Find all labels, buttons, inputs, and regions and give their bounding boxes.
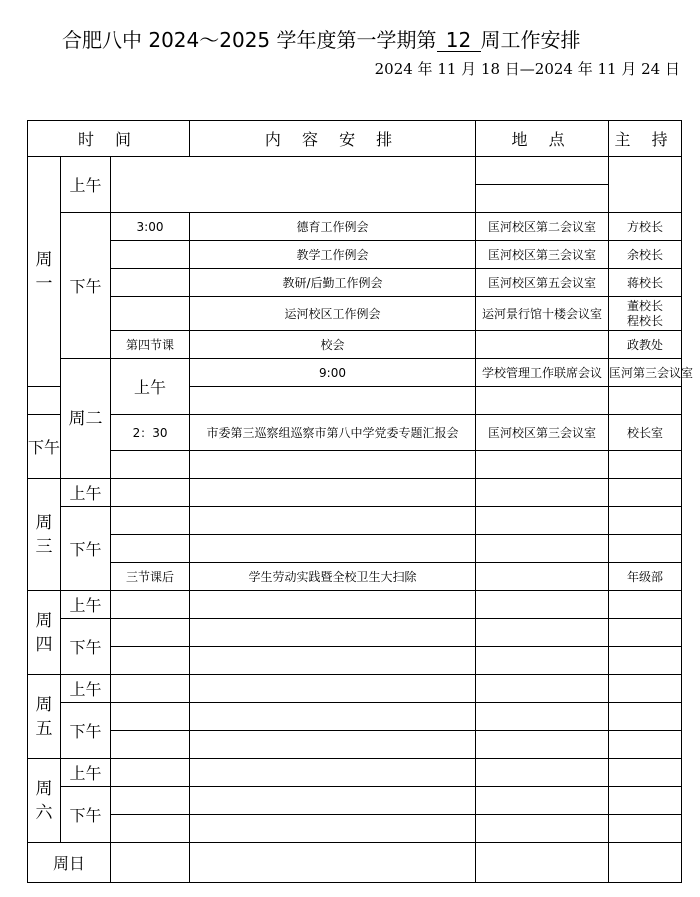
table-cell <box>609 815 682 843</box>
table-cell <box>111 507 190 535</box>
host-line: 董校长 <box>627 298 664 313</box>
day-label-wed: 周三 <box>28 479 61 591</box>
host-cell: 政教处 <box>609 331 682 359</box>
table-cell <box>609 619 682 647</box>
table-row <box>28 359 682 387</box>
table-row <box>28 213 682 241</box>
table-cell <box>609 703 682 731</box>
table-cell <box>190 479 476 507</box>
table-cell <box>476 647 609 675</box>
table-cell <box>190 387 476 415</box>
table-cell <box>609 507 682 535</box>
time-cell: 3:00 <box>111 213 190 241</box>
table-cell <box>609 787 682 815</box>
table-cell <box>609 479 682 507</box>
time-cell: 9:00 <box>190 359 476 387</box>
table-cell <box>190 619 476 647</box>
page-title <box>62 24 581 53</box>
table-cell <box>111 815 190 843</box>
table-row <box>28 675 682 703</box>
table-cell <box>111 759 190 787</box>
table-cell <box>476 703 609 731</box>
half-label-am: 上午 <box>61 759 111 787</box>
content-cell: 运河校区工作例会 <box>190 297 476 331</box>
host-cell: 年级部 <box>609 563 682 591</box>
table-cell <box>190 815 476 843</box>
title-prefix: 合肥八中 2024～2025 学年度第一学期第 <box>62 28 437 52</box>
table-cell <box>190 675 476 703</box>
table-cell <box>111 591 190 619</box>
table-cell <box>190 451 476 479</box>
schedule-table <box>27 120 694 883</box>
table-cell <box>111 843 190 883</box>
table-cell <box>609 157 682 213</box>
table-cell <box>476 387 609 415</box>
half-label-am: 上午 <box>61 157 111 213</box>
table-cell <box>111 675 190 703</box>
table-cell <box>476 185 609 213</box>
content-cell: 学生劳动实践暨全校卫生大扫除 <box>190 563 476 591</box>
half-label-pm: 下午 <box>61 507 111 591</box>
table-cell <box>476 619 609 647</box>
table-cell <box>476 479 609 507</box>
table-cell <box>609 675 682 703</box>
table-cell <box>190 507 476 535</box>
col-header-host: 主 持 <box>609 121 682 157</box>
location-cell: 匡河校区第三会议室 <box>476 241 609 269</box>
time-cell: 2：30 <box>111 415 190 451</box>
location-cell: 匡河校区第三会议室 <box>476 415 609 451</box>
table-cell <box>190 787 476 815</box>
table-row <box>28 415 682 451</box>
table-row <box>28 451 682 479</box>
col-header-time: 时 间 <box>28 121 190 157</box>
time-cell: 第四节课 <box>111 331 190 359</box>
table-cell <box>609 647 682 675</box>
table-cell <box>476 815 609 843</box>
table-header-row <box>28 121 682 157</box>
content-cell: 校会 <box>190 331 476 359</box>
day-label-tue: 周二 <box>61 359 111 479</box>
table-row <box>28 703 682 731</box>
location-cell <box>476 563 609 591</box>
content-cell: 市委第三巡察组巡察市第八中学党委专题汇报会 <box>190 415 476 451</box>
table-row <box>28 507 682 535</box>
host-cell: 蒋校长 <box>609 269 682 297</box>
table-cell <box>609 731 682 759</box>
table-cell <box>609 387 682 415</box>
table-cell <box>476 451 609 479</box>
table-cell <box>190 759 476 787</box>
table-cell <box>476 507 609 535</box>
table-cell <box>111 479 190 507</box>
table-cell <box>476 731 609 759</box>
table-row <box>28 787 682 815</box>
table-cell <box>190 731 476 759</box>
location-cell: 匡河校区第二会议室 <box>476 213 609 241</box>
location-cell: 匡河第三会议室 <box>609 359 682 387</box>
table-cell <box>111 647 190 675</box>
day-label-sun: 周日 <box>28 843 111 883</box>
table-cell <box>609 535 682 563</box>
day-label-thu: 周四 <box>28 591 61 675</box>
table-row <box>28 759 682 787</box>
time-cell <box>111 269 190 297</box>
table-row <box>28 157 682 185</box>
table-row <box>28 331 682 359</box>
table-row <box>28 269 682 297</box>
table-row <box>28 535 682 563</box>
table-cell <box>190 647 476 675</box>
col-header-content: 内 容 安 排 <box>190 121 476 157</box>
date-range: 2024 年 11 月 18 日—2024 年 11 月 24 日 <box>374 60 680 78</box>
table-row <box>28 297 682 331</box>
half-label-am: 上午 <box>61 479 111 507</box>
table-cell <box>111 157 476 213</box>
time-cell <box>111 297 190 331</box>
table-cell <box>190 703 476 731</box>
title-suffix: 周工作安排 <box>480 28 581 52</box>
table-row <box>28 731 682 759</box>
table-cell <box>476 759 609 787</box>
host-line: 程校长 <box>627 313 664 328</box>
table-cell <box>476 787 609 815</box>
table-cell <box>476 675 609 703</box>
half-label-pm: 下午 <box>28 415 61 479</box>
location-cell <box>476 331 609 359</box>
host-cell <box>609 297 682 331</box>
table-cell <box>476 535 609 563</box>
content-cell: 教研/后勤工作例会 <box>190 269 476 297</box>
table-cell <box>476 843 609 883</box>
time-cell: 三节课后 <box>111 563 190 591</box>
table-cell <box>111 731 190 759</box>
table-cell <box>609 591 682 619</box>
host-cell: 校长室 <box>609 415 682 451</box>
time-cell <box>111 241 190 269</box>
table-row <box>28 647 682 675</box>
table-cell <box>190 591 476 619</box>
content-cell: 教学工作例会 <box>190 241 476 269</box>
table-cell <box>476 157 609 185</box>
half-label-pm: 下午 <box>61 703 111 759</box>
half-label-pm: 下午 <box>61 619 111 675</box>
host-cell: 余校长 <box>609 241 682 269</box>
col-header-location: 地 点 <box>476 121 609 157</box>
table-cell <box>111 787 190 815</box>
content-cell: 学校管理工作联席会议 <box>476 359 609 387</box>
table-row <box>28 479 682 507</box>
table-cell <box>111 451 190 479</box>
table-row <box>28 815 682 843</box>
week-number: 12 <box>437 29 481 52</box>
table-cell <box>609 451 682 479</box>
table-cell <box>609 759 682 787</box>
half-label-pm: 下午 <box>61 787 111 843</box>
table-cell <box>190 535 476 563</box>
table-cell <box>111 535 190 563</box>
half-label-am: 上午 <box>61 591 111 619</box>
table-cell <box>190 843 476 883</box>
day-label-sat: 周六 <box>28 759 61 843</box>
table-row <box>28 591 682 619</box>
table-cell <box>111 619 190 647</box>
table-row <box>28 563 682 591</box>
table-cell <box>111 703 190 731</box>
day-label-mon: 周一 <box>28 157 61 387</box>
half-label-am: 上午 <box>111 359 190 415</box>
table-cell <box>476 591 609 619</box>
location-cell: 匡河校区第五会议室 <box>476 269 609 297</box>
content-cell: 德育工作例会 <box>190 213 476 241</box>
table-row <box>28 241 682 269</box>
table-row <box>28 843 682 883</box>
table-cell <box>609 843 682 883</box>
host-cell: 方校长 <box>609 213 682 241</box>
table-row <box>28 619 682 647</box>
day-label-fri: 周五 <box>28 675 61 759</box>
table-cell <box>28 387 61 415</box>
half-label-pm: 下午 <box>61 213 111 359</box>
half-label-am: 上午 <box>61 675 111 703</box>
location-cell: 运河景行馆十楼会议室 <box>476 297 609 331</box>
